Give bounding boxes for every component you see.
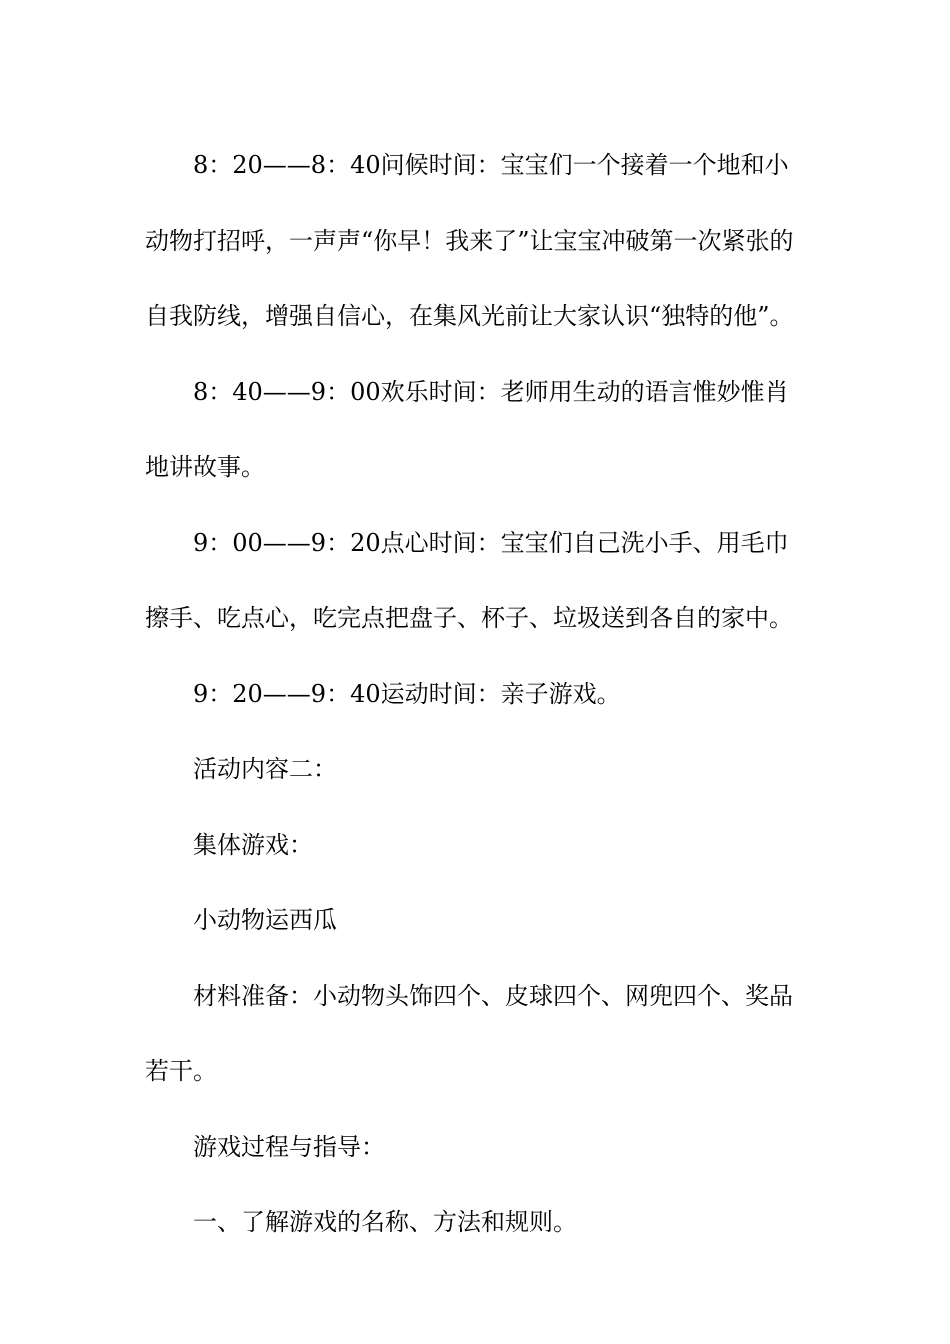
paragraph-schedule-snack: 9：00——9：20点心时间：宝宝们自己洗小手、用毛巾擦手、吃点心，吃完点把盘子、杯子、垃圾送到各自的家中。	[145, 528, 793, 632]
document-body	[145, 128, 810, 1261]
paragraph-activity-heading: 活动内容二：	[193, 755, 337, 783]
paragraph-game-title: 小动物运西瓜	[193, 906, 337, 934]
paragraph-step-one: 一、了解游戏的名称、方法和规则。	[193, 1208, 577, 1236]
paragraph-schedule-greeting: 8：20——8：40问候时间：宝宝们一个接着一个地和小动物打招呼，一声声“你早！我来了”让宝宝冲破第一次紧张的自我防线，增强自信心，在集风光前让大家认识“独特的他”。	[145, 151, 794, 330]
paragraph-schedule-exercise: 9：20——9：40运动时间：亲子游戏。	[193, 679, 621, 708]
paragraph-process-heading: 游戏过程与指导：	[193, 1132, 385, 1161]
paragraph-group-game-heading: 集体游戏：	[193, 830, 313, 859]
paragraph-schedule-fun: 8：40——9：00欢乐时间：老师用生动的语言惟妙惟肖地讲故事。	[145, 377, 789, 481]
paragraph-materials: 材料准备：小动物头饰四个、皮球四个、网兜四个、奖品若干。	[145, 981, 793, 1085]
